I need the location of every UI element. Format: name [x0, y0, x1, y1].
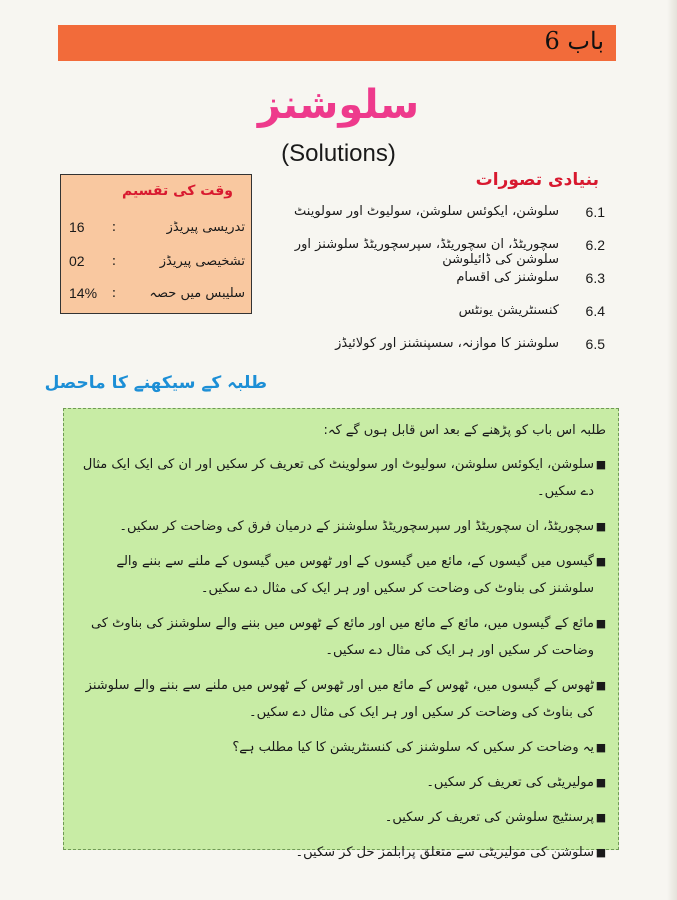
time-label: تشخیصی پیریڈز: [159, 253, 245, 269]
concept-item: [285, 303, 605, 336]
time-box-title: وقت کی تقسیم: [121, 183, 233, 199]
bullet-icon: ■: [595, 846, 607, 859]
bullet-icon: ■: [595, 617, 607, 630]
bullet-icon: ■: [595, 458, 607, 471]
outcome-text: مولیریٹی کی تعریف کر سکیں۔: [426, 775, 594, 790]
time-allocation-box: [60, 174, 252, 314]
concept-text: سچوریٹڈ، ان سچوریٹڈ، سپرسچوریٹڈ سلوشنز اور سلوشن کی ڈائیلوشن: [294, 237, 559, 267]
chapter-label: باب 6: [544, 27, 604, 55]
bullet-icon: ■: [595, 520, 607, 533]
chapter-bar: [58, 25, 616, 61]
outcome-text: گیسوں میں گیسوں کے، مائع میں گیسوں کے اور ٹھوس میں گیسوں کے ملنے سے بننے والے سلوشنز کی بناوٹ کی وضاحت کر سکیں اور ہر ایک کی مثال دے سکیں۔: [116, 554, 594, 596]
outcome-text: پرسنٹیج سلوشن کی تعریف کر سکیں۔: [384, 810, 594, 825]
bullet-icon: ■: [595, 811, 607, 824]
time-value: 14%: [69, 285, 98, 301]
concept-number: 6.5: [585, 336, 605, 352]
page-edge: [667, 0, 677, 900]
concept-text: سلوشنز کا موازنہ، سسپنشنز اور کولائیڈز: [335, 336, 559, 351]
time-separator: :: [111, 253, 117, 269]
time-value: 16: [69, 219, 85, 235]
concept-item: [285, 270, 605, 303]
outcome-text: سلوشن کی مولیریٹی سے متعلق پرابلمز حل کر سکیں۔: [295, 845, 594, 860]
outcome-text: یہ وضاحت کر سکیں کہ سلوشنز کی کنسنٹریشن کا کیا مطلب ہے؟: [232, 740, 594, 755]
list-item: [78, 734, 608, 761]
time-row: [69, 285, 245, 301]
outcome-text: سچوریٹڈ، ان سچوریٹڈ اور سپرسچوریٹڈ سلوشنز کے درمیان فرق کی وضاحت کر سکیں۔: [119, 519, 594, 534]
bullet-icon: ■: [595, 555, 607, 568]
list-item: [78, 451, 608, 505]
concept-number: 6.2: [585, 237, 605, 253]
bullet-icon: ■: [595, 741, 607, 754]
time-label: سلیبس میں حصہ: [149, 285, 245, 301]
concept-number: 6.3: [585, 270, 605, 286]
concept-text: سلوشن، ایکوئس سلوشن، سولیوٹ اور سولوینٹ: [294, 204, 559, 219]
page-title-urdu: سلوشنز: [257, 82, 420, 128]
concept-text: سلوشنز کی اقسام: [456, 270, 559, 285]
time-label: تدریسی پیریڈز: [166, 219, 245, 235]
outcomes-heading: طلبہ کے سیکھنے کا ماحصل: [44, 373, 267, 393]
bullet-icon: ■: [595, 679, 607, 692]
list-item: [78, 769, 608, 796]
list-item: [78, 610, 608, 664]
concepts-heading: بنیادی تصورات: [475, 170, 599, 190]
page-title-english: (Solutions): [281, 140, 396, 167]
concept-number: 6.4: [585, 303, 605, 319]
concept-item: [285, 237, 605, 270]
outcome-text: سلوشن، ایکوئس سلوشن، سولیوٹ اور سولوینٹ کی تعریف کر سکیں اور ان کی ایک ایک مثال دے سکیں۔: [82, 457, 594, 499]
list-item: [78, 548, 608, 602]
time-value: 02: [69, 253, 85, 269]
time-separator: :: [111, 219, 117, 235]
concept-number: 6.1: [585, 204, 605, 220]
outcomes-intro: طلبہ اس باب کو پڑھنے کے بعد اس قابل ہوں گے کہ:: [323, 423, 606, 438]
learning-outcomes-box: [63, 408, 619, 860]
list-item: [78, 839, 608, 866]
time-separator: :: [111, 285, 117, 301]
list-item: [78, 513, 608, 540]
outcome-list: [78, 451, 608, 874]
time-row: [69, 253, 245, 269]
concept-list: [285, 204, 605, 369]
concept-item: [285, 204, 605, 237]
list-item: [78, 672, 608, 726]
outcome-text: ٹھوس کے گیسوں میں، ٹھوس کے مائع میں اور ٹھوس کے ٹھوس میں ملنے سے بننے والے سلوشنز کی بناوٹ کی وضاحت کر سکیں اور ہر ایک کی مثال دے سکیں۔: [85, 678, 594, 720]
time-row: [69, 219, 245, 235]
concept-text: کنسنٹریشن یونٹس: [458, 303, 559, 318]
bullet-icon: ■: [595, 776, 607, 789]
outcome-text: مائع کے گیسوں میں، مائع کے مائع میں اور مائع کے ٹھوس میں بننے والے سلوشنز کی بناوٹ کی وضاحت کر سکیں اور ہر ایک کی مثال دے سکیں۔: [90, 616, 594, 658]
list-item: [78, 804, 608, 831]
concept-item: [285, 336, 605, 369]
